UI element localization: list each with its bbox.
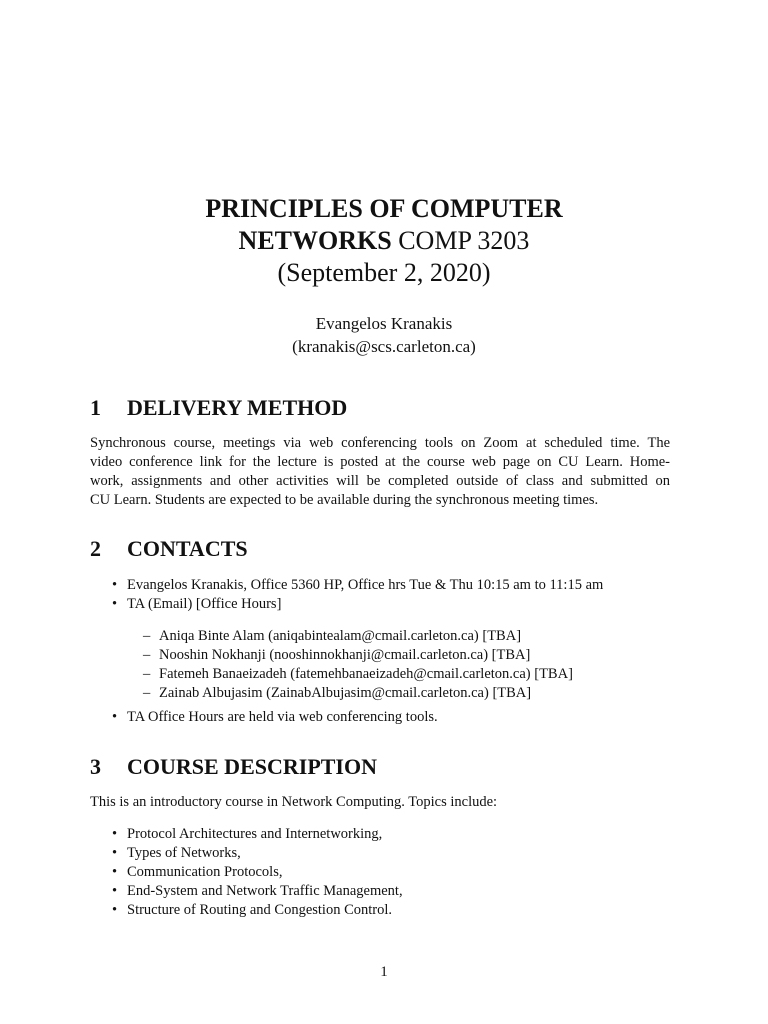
- author-name: Evangelos Kranakis: [315, 314, 453, 333]
- topic-item: • Protocol Architectures and Internetworking,: [108, 825, 403, 844]
- paragraph-line: CU Learn. Students are expected to be available during the synchronous meeting times.: [90, 492, 599, 508]
- paragraph-line: video conference link for the lecture is posted at the course web page on CU Learn. Home-: [90, 454, 670, 470]
- contacts-list: [108, 576, 603, 614]
- title-line-2: [0, 225, 768, 257]
- intro-text: This is an introductory course in Network Computing. Topics include:: [90, 794, 498, 810]
- page-number: 1: [380, 964, 388, 980]
- topic-item: • Communication Protocols,: [108, 863, 403, 882]
- ta-list-item: – Zainab Albujasim (ZainabAlbujasim@cmail.carleton.ca) [TBA]: [141, 684, 573, 703]
- topic-item: • End-System and Network Traffic Management,: [108, 882, 403, 901]
- section-number: 3: [90, 754, 101, 779]
- topic-item: • Structure of Routing and Congestion Control.: [108, 901, 403, 920]
- section-heading-course-description: [90, 754, 377, 780]
- list-item: • TA (Email) [Office Hours]: [108, 595, 603, 614]
- topic-item: • Types of Networks,: [108, 844, 403, 863]
- title-line-2-bold: NETWORKS: [238, 226, 392, 255]
- title-line-2-course-code: COMP 3203: [391, 226, 530, 255]
- list-item: • Evangelos Kranakis, Office 5360 HP, Office hrs Tue & Thu 10:15 am to 11:15 am: [108, 576, 603, 595]
- course-description-intro: [90, 793, 670, 812]
- paragraph-line: work, assignments and other activities will be completed outside of class and submitted on: [90, 473, 670, 489]
- section-title: CONTACTS: [127, 536, 248, 561]
- author-email: (kranakis@scs.carleton.ca): [292, 337, 476, 356]
- author-block: [0, 312, 768, 358]
- list-item: • TA Office Hours are held via web conferencing tools.: [108, 708, 438, 727]
- title-line-1: PRINCIPLES OF COMPUTER: [205, 194, 563, 223]
- ta-list: [141, 627, 573, 703]
- section-heading-delivery-method: [90, 395, 347, 421]
- section-number: 1: [90, 395, 101, 420]
- document-title: [0, 193, 768, 289]
- delivery-method-paragraph: [90, 434, 670, 510]
- topics-list: [108, 825, 403, 920]
- section-number: 2: [90, 536, 101, 561]
- section-title: DELIVERY METHOD: [127, 395, 348, 420]
- ta-list-item: – Fatemeh Banaeizadeh (fatemehbanaeizadeh@cmail.carleton.ca) [TBA]: [141, 665, 573, 684]
- title-date: (September 2, 2020): [277, 258, 491, 287]
- paragraph-line: Synchronous course, meetings via web conferencing tools on Zoom at scheduled time. The: [90, 435, 670, 451]
- ta-office-hours-list: [108, 708, 438, 727]
- section-title: COURSE DESCRIPTION: [127, 754, 377, 779]
- section-heading-contacts: [90, 536, 248, 562]
- ta-list-item: – Nooshin Nokhanji (nooshinnokhanji@cmail.carleton.ca) [TBA]: [141, 646, 573, 665]
- ta-list-item: – Aniqa Binte Alam (aniqabintealam@cmail.carleton.ca) [TBA]: [141, 627, 573, 646]
